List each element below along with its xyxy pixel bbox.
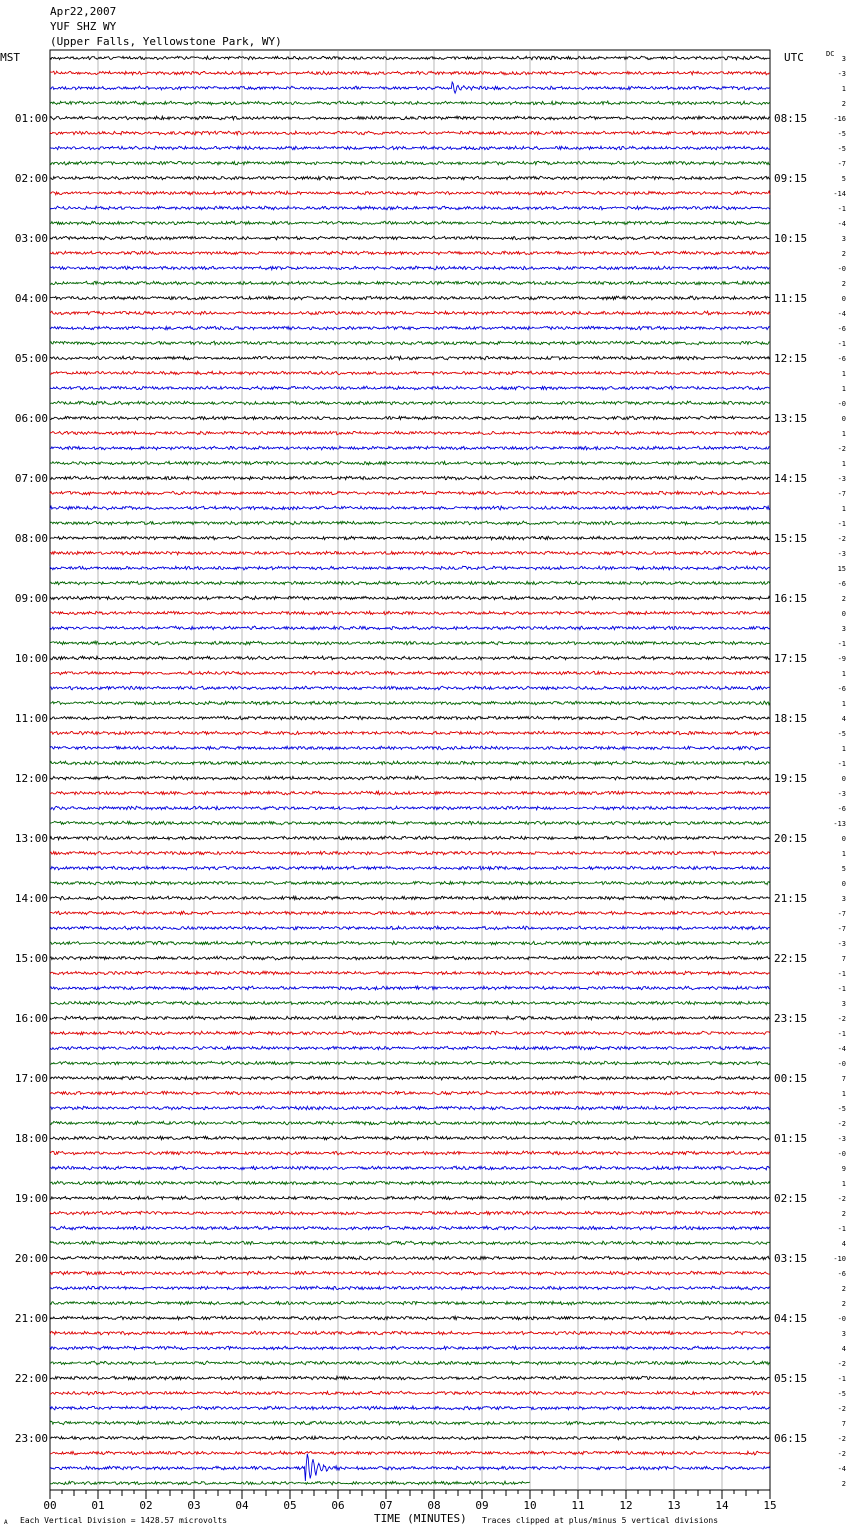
- dc-offset-label: -7: [837, 490, 846, 498]
- mst-hour-label: 10:00: [14, 652, 48, 665]
- seismogram-trace: [50, 1136, 770, 1140]
- seismogram-trace: [50, 551, 770, 555]
- seismogram-trace: [50, 746, 770, 750]
- seismogram-trace: [50, 311, 770, 315]
- seismogram-trace: [50, 761, 770, 765]
- utc-hour-label: 17:15: [774, 652, 808, 665]
- mst-hour-label: 11:00: [14, 712, 48, 725]
- dc-offset-label: 5: [841, 175, 846, 183]
- seismogram-trace: [50, 176, 770, 180]
- seismogram-trace: [50, 836, 770, 840]
- x-axis-title: TIME (MINUTES): [374, 1512, 467, 1525]
- dc-offset-label: 1: [841, 460, 846, 468]
- mst-hour-label: 02:00: [14, 172, 48, 185]
- dc-offset-label: 0: [841, 610, 846, 618]
- seismogram-trace: [50, 791, 770, 795]
- seismogram-trace: [50, 461, 770, 465]
- seismogram-trace: [50, 221, 770, 225]
- dc-offset-label: -0: [837, 400, 846, 408]
- dc-offset-label: -10: [833, 1255, 846, 1263]
- x-tick-label: 12: [619, 1499, 633, 1512]
- utc-hour-label: 06:15: [774, 1432, 808, 1445]
- seismogram-trace: [50, 146, 770, 150]
- dc-offset-label: 3: [841, 895, 846, 903]
- seismogram-trace: [50, 881, 770, 885]
- seismogram-trace: [50, 71, 770, 75]
- seismogram-trace: [50, 686, 770, 690]
- seismogram-trace: [50, 611, 770, 615]
- seismogram-trace: [50, 776, 770, 780]
- x-tick-label: 07: [379, 1499, 393, 1512]
- seismogram-trace: [50, 386, 770, 390]
- dc-offset-label: 0: [841, 775, 846, 783]
- mst-hour-label: 17:00: [14, 1072, 48, 1085]
- dc-offset-label: 5: [841, 865, 846, 873]
- mst-hour-label: 13:00: [14, 832, 48, 845]
- x-tick-label: 05: [283, 1499, 297, 1512]
- utc-hour-label: 05:15: [774, 1372, 808, 1385]
- seismogram-trace: [50, 1211, 770, 1215]
- seismogram-trace: [50, 1031, 770, 1035]
- seismogram-trace: [50, 716, 770, 720]
- dc-offset-label: -3: [837, 790, 846, 798]
- dc-offset-label: 0: [841, 835, 846, 843]
- dc-offset-label: -2: [837, 1360, 846, 1368]
- utc-hour-label: 10:15: [774, 232, 808, 245]
- dc-offset-label: -0: [837, 265, 846, 273]
- dc-offset-label: 1: [841, 1090, 846, 1098]
- dc-offset-label: 3: [841, 55, 846, 63]
- utc-hour-label: 15:15: [774, 532, 808, 545]
- dc-offset-label: -5: [837, 130, 846, 138]
- seismogram-trace: [50, 191, 770, 195]
- dc-offset-label: -5: [837, 730, 846, 738]
- mst-hour-label: 09:00: [14, 592, 48, 605]
- dc-offset-label: -7: [837, 160, 846, 168]
- dc-offset-label: -6: [837, 1270, 846, 1278]
- x-tick-label: 06: [331, 1499, 345, 1512]
- x-tick-label: 03: [187, 1499, 201, 1512]
- seismogram-trace: [50, 626, 770, 630]
- mst-hour-label: 14:00: [14, 892, 48, 905]
- x-tick-label: 01: [91, 1499, 105, 1512]
- seismogram-trace: [50, 101, 770, 105]
- seismogram-trace: [50, 1256, 770, 1260]
- dc-offset-label: -1: [837, 970, 846, 978]
- x-tick-label: 09: [475, 1499, 489, 1512]
- dc-offset-label: 2: [841, 1285, 846, 1293]
- seismogram-trace: [50, 806, 770, 810]
- station-location: (Upper Falls, Yellowstone Park, WY): [50, 35, 282, 48]
- seismogram-trace: [50, 1016, 770, 1020]
- dc-offset-label: 1: [841, 745, 846, 753]
- seismogram-trace: [50, 1451, 770, 1455]
- dc-offset-label: -0: [837, 1060, 846, 1068]
- dc-offset-label: 4: [841, 715, 846, 723]
- utc-hour-label: 22:15: [774, 952, 808, 965]
- seismogram-trace: [50, 701, 770, 705]
- seismogram-trace: [50, 896, 770, 900]
- seismogram-trace: [50, 416, 770, 420]
- dc-offset-label: 2: [841, 1300, 846, 1308]
- utc-hour-label: 19:15: [774, 772, 808, 785]
- seismogram-trace: [50, 1271, 770, 1275]
- dc-offset-label: 7: [841, 1075, 846, 1083]
- dc-offset-label: -6: [837, 355, 846, 363]
- mst-hour-label: 22:00: [14, 1372, 48, 1385]
- dc-offset-label: -2: [837, 1405, 846, 1413]
- plot-frame: [50, 50, 770, 1490]
- utc-hour-label: 18:15: [774, 712, 808, 725]
- dc-offset-label: -2: [837, 1195, 846, 1203]
- dc-offset-label: 3: [841, 1000, 846, 1008]
- dc-offset-label: -1: [837, 340, 846, 348]
- dc-offset-label: -2: [837, 1435, 846, 1443]
- seismogram-trace: [50, 1181, 770, 1185]
- x-tick-label: 08: [427, 1499, 441, 1512]
- utc-hour-label: 02:15: [774, 1192, 808, 1205]
- utc-hour-label: 12:15: [774, 352, 808, 365]
- seismogram-trace: [50, 341, 770, 345]
- seismogram-trace: [50, 1286, 770, 1290]
- station-code: YUF SHZ WY: [50, 20, 117, 33]
- seismogram-trace: [50, 131, 770, 135]
- dc-offset-label: -13: [833, 820, 846, 828]
- dc-offset-label: 7: [841, 955, 846, 963]
- seismogram-trace: [50, 1076, 770, 1080]
- seismogram-trace: [50, 1241, 770, 1245]
- seismogram-trace: [50, 206, 770, 210]
- seismogram-trace: [50, 1331, 770, 1335]
- seismogram-trace: [50, 596, 770, 600]
- seismogram-trace: [50, 401, 770, 405]
- dc-offset-label: -7: [837, 925, 846, 933]
- seismogram-trace: [50, 251, 770, 255]
- utc-hour-label: 23:15: [774, 1012, 808, 1025]
- seismogram-trace: [50, 971, 770, 975]
- seismogram-trace: [50, 851, 770, 855]
- mst-hour-label: 23:00: [14, 1432, 48, 1445]
- seismogram-trace: [50, 926, 770, 930]
- dc-offset-label: -0: [837, 1315, 846, 1323]
- x-tick-label: 00: [43, 1499, 57, 1512]
- seismogram-trace: [50, 956, 770, 960]
- mst-hour-label: 21:00: [14, 1312, 48, 1325]
- dc-offset-label: 2: [841, 595, 846, 603]
- dc-offset-label: -2: [837, 1450, 846, 1458]
- dc-offset-label: -3: [837, 70, 846, 78]
- dc-offset-label: 2: [841, 1210, 846, 1218]
- dc-offset-label: 1: [841, 430, 846, 438]
- dc-offset-label: 2: [841, 280, 846, 288]
- utc-hour-label: 04:15: [774, 1312, 808, 1325]
- utc-hour-label: 08:15: [774, 112, 808, 125]
- mst-hour-label: 06:00: [14, 412, 48, 425]
- dc-offset-label: -3: [837, 1135, 846, 1143]
- x-tick-label: 11: [571, 1499, 585, 1512]
- dc-offset-label: 3: [841, 1330, 846, 1338]
- seismogram-trace: [50, 281, 770, 285]
- seismogram-trace: [50, 986, 770, 990]
- dc-offset-label: 1: [841, 670, 846, 678]
- x-tick-label: 04: [235, 1499, 249, 1512]
- mst-hour-label: 20:00: [14, 1252, 48, 1265]
- mst-hour-label: 07:00: [14, 472, 48, 485]
- dc-offset-label: -7: [837, 910, 846, 918]
- utc-hour-label: 09:15: [774, 172, 808, 185]
- seismogram-trace: [50, 1316, 770, 1320]
- dc-offset-label: 1: [841, 700, 846, 708]
- dc-offset-label: 4: [841, 1345, 846, 1353]
- x-tick-label: 02: [139, 1499, 153, 1512]
- seismogram-trace: [50, 236, 770, 240]
- dc-offset-label: -5: [837, 145, 846, 153]
- seismogram-trace: [50, 1151, 770, 1155]
- seismogram-trace: [50, 566, 770, 570]
- dc-offset-label: 9: [841, 1165, 846, 1173]
- dc-offset-label: -1: [837, 1030, 846, 1038]
- seismogram-trace: [50, 446, 770, 450]
- seismogram-trace: [50, 1046, 770, 1049]
- seismogram-trace: [50, 941, 770, 945]
- seismogram-trace: [50, 641, 770, 645]
- seismogram-trace: [50, 536, 770, 540]
- seismogram-trace: [50, 1226, 770, 1230]
- seismogram-trace: [50, 491, 770, 495]
- dc-offset-label: -4: [837, 220, 846, 228]
- mst-hour-label: 12:00: [14, 772, 48, 785]
- seismogram-trace: [50, 326, 770, 330]
- utc-hour-label: 21:15: [774, 892, 808, 905]
- utc-hour-label: 03:15: [774, 1252, 808, 1265]
- seismogram-trace: [50, 1301, 770, 1305]
- dc-offset-label: -0: [837, 1150, 846, 1158]
- dc-offset-label: -14: [833, 190, 846, 198]
- seismogram-trace: [50, 911, 770, 915]
- seismogram-trace: [50, 506, 770, 510]
- seismogram-trace: [50, 1376, 770, 1379]
- seismogram-trace: [50, 521, 770, 525]
- seismogram-trace: [50, 1121, 770, 1125]
- seismogram-trace: [50, 1106, 770, 1110]
- dc-offset-label: 1: [841, 850, 846, 858]
- dc-offset-label: -1: [837, 205, 846, 213]
- dc-offset-label: -1: [837, 640, 846, 648]
- dc-offset-label: 2: [841, 250, 846, 258]
- seismogram-trace: [50, 1346, 770, 1350]
- seismogram-trace: [50, 56, 770, 60]
- seismogram-trace: [50, 821, 770, 825]
- mst-zone-label: MST: [0, 51, 20, 64]
- seismogram-trace: [50, 296, 770, 300]
- dc-offset-label: 1: [841, 385, 846, 393]
- corner-mark: A: [4, 1519, 8, 1526]
- dc-offset-label: 0: [841, 295, 846, 303]
- dc-offset-label: 2: [841, 1480, 846, 1488]
- seismogram-trace: [50, 82, 770, 93]
- dc-label: DC: [826, 50, 835, 58]
- dc-offset-label: -6: [837, 580, 846, 588]
- seismogram-trace: [50, 731, 770, 735]
- utc-hour-label: 13:15: [774, 412, 808, 425]
- dc-offset-label: -1: [837, 1375, 846, 1383]
- dc-offset-label: 7: [841, 1420, 846, 1428]
- x-tick-label: 15: [763, 1499, 777, 1512]
- dc-offset-label: 0: [841, 415, 846, 423]
- dc-offset-label: -5: [837, 1105, 846, 1113]
- utc-hour-label: 20:15: [774, 832, 808, 845]
- dc-offset-label: -1: [837, 760, 846, 768]
- dc-offset-label: -6: [837, 685, 846, 693]
- dc-offset-label: 15: [837, 565, 846, 573]
- x-tick-label: 14: [715, 1499, 729, 1512]
- seismogram-trace: [50, 371, 770, 375]
- seismogram-trace: [50, 356, 770, 360]
- seismogram-trace: [50, 266, 770, 270]
- utc-hour-label: 01:15: [774, 1132, 808, 1145]
- dc-offset-label: 1: [841, 505, 846, 513]
- dc-offset-label: -5: [837, 1390, 846, 1398]
- dc-offset-label: -2: [837, 1120, 846, 1128]
- dc-offset-label: -3: [837, 475, 846, 483]
- dc-offset-label: 1: [841, 85, 846, 93]
- dc-offset-label: 4: [841, 1240, 846, 1248]
- dc-offset-label: -1: [837, 1225, 846, 1233]
- dc-offset-label: -4: [837, 1045, 846, 1053]
- dc-offset-label: -6: [837, 805, 846, 813]
- seismogram-trace: [50, 1166, 770, 1170]
- scale-note: Each Vertical Division = 1428.57 microvolts: [20, 1516, 228, 1525]
- seismogram-trace: [50, 1421, 770, 1425]
- dc-offset-label: 0: [841, 880, 846, 888]
- seismogram-trace: [50, 671, 770, 675]
- utc-hour-label: 00:15: [774, 1072, 808, 1085]
- dc-offset-label: -2: [837, 535, 846, 543]
- dc-offset-label: -2: [837, 1015, 846, 1023]
- mst-hour-label: 03:00: [14, 232, 48, 245]
- dc-offset-label: -6: [837, 325, 846, 333]
- utc-hour-label: 16:15: [774, 592, 808, 605]
- dc-offset-label: 3: [841, 235, 846, 243]
- dc-offset-label: -4: [837, 310, 846, 318]
- x-tick-label: 10: [523, 1499, 537, 1512]
- dc-offset-label: -4: [837, 1465, 846, 1473]
- clip-note: Traces clipped at plus/minus 5 vertical divisions: [482, 1516, 719, 1525]
- mst-hour-label: 01:00: [14, 112, 48, 125]
- seismogram-trace: [50, 581, 770, 585]
- dc-offset-label: -16: [833, 115, 846, 123]
- seismogram-trace: [50, 1061, 770, 1065]
- mst-hour-label: 18:00: [14, 1132, 48, 1145]
- helicorder-date: Apr22,2007: [50, 5, 117, 18]
- dc-offset-label: 1: [841, 1180, 846, 1188]
- seismogram-trace: [50, 1391, 770, 1395]
- seismogram-trace: [50, 116, 770, 120]
- seismogram-trace: [50, 476, 770, 480]
- seismogram-trace: [50, 431, 770, 435]
- dc-offset-label: -3: [837, 940, 846, 948]
- dc-offset-label: 1: [841, 370, 846, 378]
- dc-offset-label: -2: [837, 445, 846, 453]
- seismogram-trace: [50, 161, 770, 165]
- utc-hour-label: 14:15: [774, 472, 808, 485]
- seismogram-trace: [50, 1001, 770, 1005]
- mst-hour-label: 05:00: [14, 352, 48, 365]
- seismogram-trace: [50, 1406, 770, 1410]
- dc-offset-label: -9: [837, 655, 846, 663]
- dc-offset-label: -1: [837, 520, 846, 528]
- seismogram-trace: [50, 656, 770, 660]
- dc-offset-label: 3: [841, 625, 846, 633]
- dc-offset-label: -3: [837, 550, 846, 558]
- seismogram-trace: [50, 1196, 770, 1200]
- seismogram-trace: [50, 1361, 770, 1365]
- seismogram-trace: [50, 866, 770, 870]
- seismogram-trace: [50, 1091, 770, 1095]
- mst-hour-label: 08:00: [14, 532, 48, 545]
- dc-offset-label: 2: [841, 100, 846, 108]
- x-tick-label: 13: [667, 1499, 681, 1512]
- mst-hour-label: 19:00: [14, 1192, 48, 1205]
- utc-hour-label: 11:15: [774, 292, 808, 305]
- mst-hour-label: 16:00: [14, 1012, 48, 1025]
- seismogram-trace: [50, 1436, 770, 1440]
- mst-hour-label: 04:00: [14, 292, 48, 305]
- utc-zone-label: UTC: [784, 51, 804, 64]
- mst-hour-label: 15:00: [14, 952, 48, 965]
- seismogram-trace: [50, 1454, 770, 1481]
- dc-offset-label: -1: [837, 985, 846, 993]
